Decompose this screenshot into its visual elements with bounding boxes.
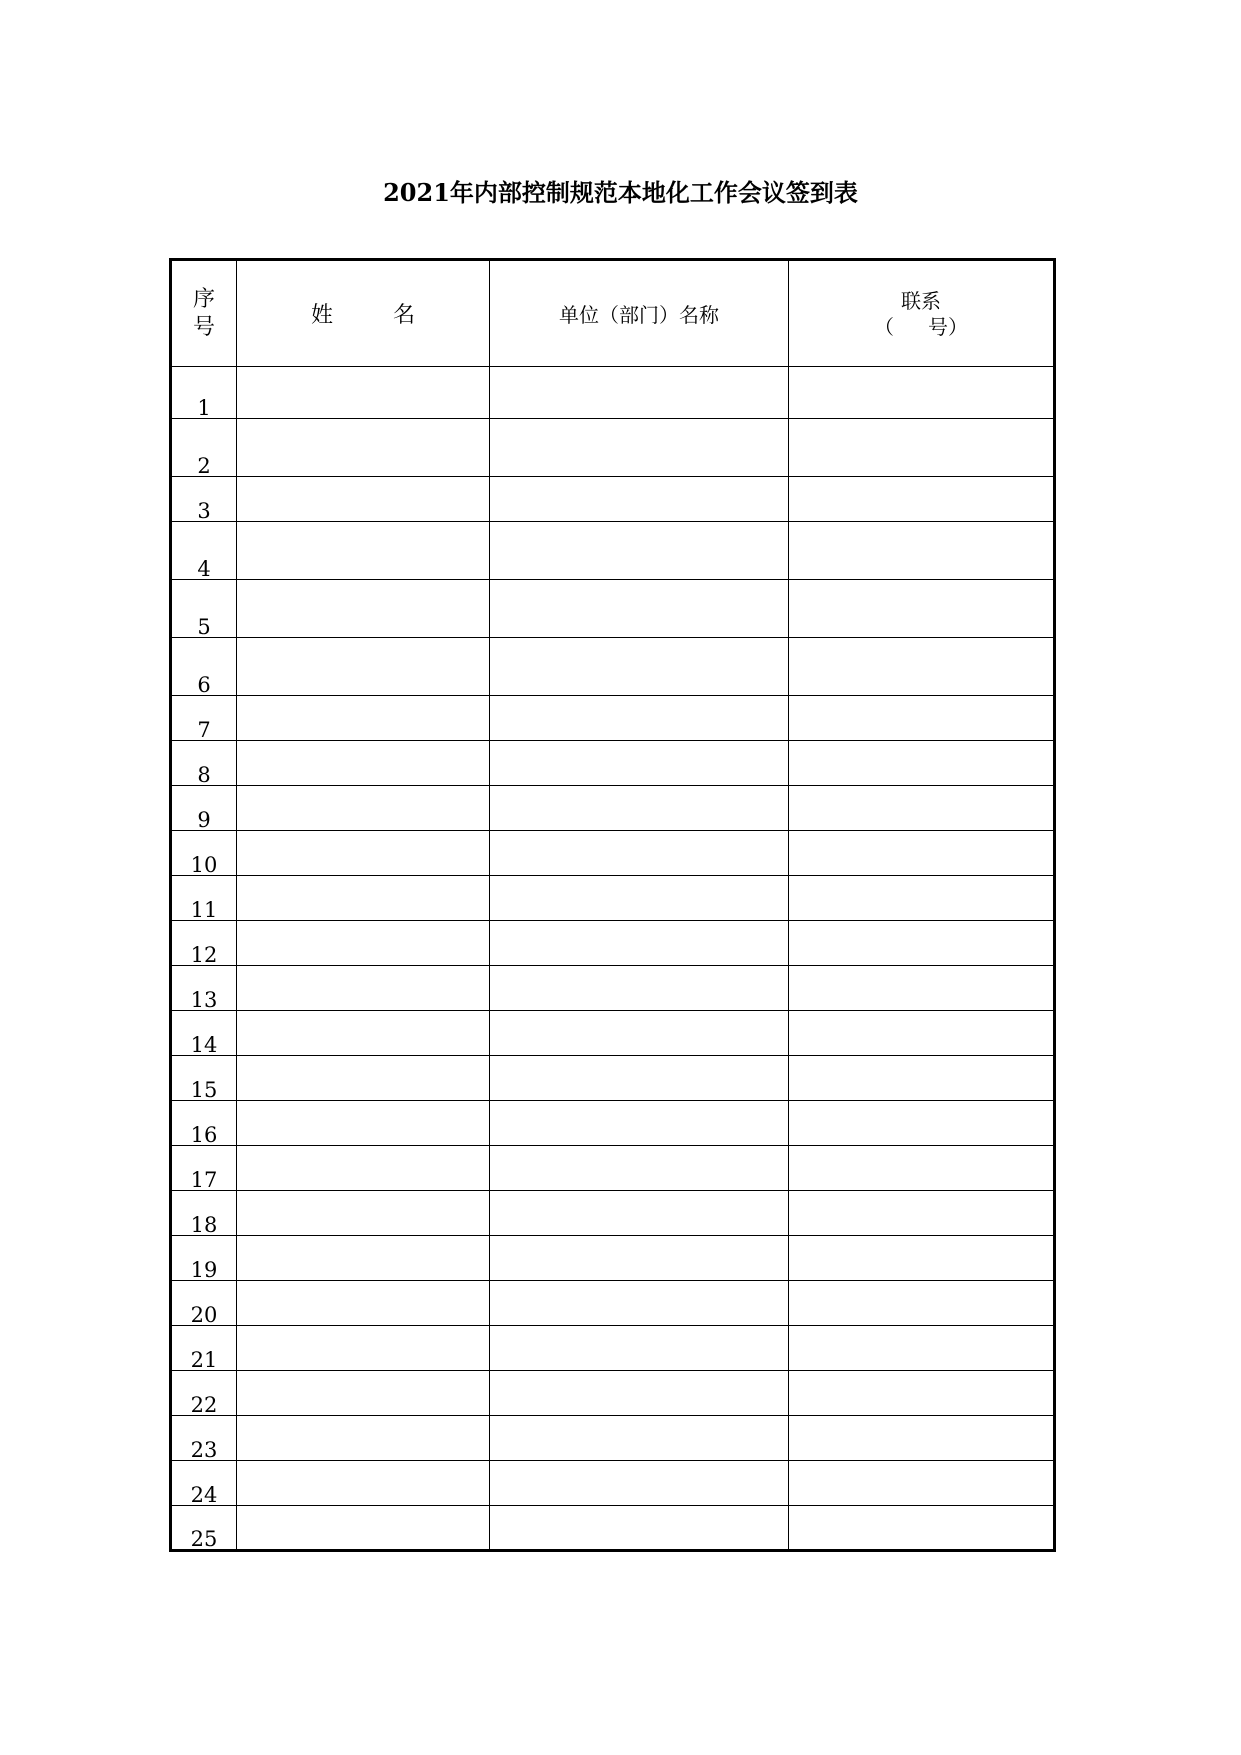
unit-cell[interactable] [490,966,789,1011]
unit-cell[interactable] [490,1011,789,1056]
table-row [171,1146,1055,1191]
phone-cell[interactable] [789,786,1055,831]
name-cell[interactable] [237,876,490,921]
row-seq-number: 3 [171,477,237,522]
table-row [171,1191,1055,1236]
phone-cell[interactable] [789,522,1055,580]
table-row [171,1011,1055,1056]
phone-cell[interactable] [789,1461,1055,1506]
header-phone-line1: 联系 [901,288,941,313]
phone-cell[interactable] [789,367,1055,419]
header-seq-line2: 号 [192,314,215,340]
row-seq-number: 4 [171,522,237,580]
header-phone-open: （ [874,314,894,339]
table-row [171,921,1055,966]
unit-cell[interactable] [490,1461,789,1506]
row-seq-number: 16 [171,1101,237,1146]
row-seq-number: 15 [171,1056,237,1101]
row-seq-number: 22 [171,1371,237,1416]
name-cell[interactable] [237,786,490,831]
name-cell[interactable] [237,1236,490,1281]
unit-cell[interactable] [490,1191,789,1236]
name-cell[interactable] [237,1326,490,1371]
phone-cell[interactable] [789,921,1055,966]
table-row [171,638,1055,696]
phone-cell[interactable] [789,1236,1055,1281]
phone-cell[interactable] [789,741,1055,786]
name-cell[interactable] [237,1371,490,1416]
row-seq-number: 20 [171,1281,237,1326]
name-cell[interactable] [237,367,490,419]
unit-cell[interactable] [490,419,789,477]
table-row [171,741,1055,786]
row-seq-number: 5 [171,580,237,638]
name-cell[interactable] [237,1191,490,1236]
header-name-part1: 姓 [310,303,333,328]
phone-cell[interactable] [789,1011,1055,1056]
sign-in-table [169,258,1056,1552]
name-cell[interactable] [237,1416,490,1461]
header-phone-char: 号） [928,314,968,339]
table-row [171,1461,1055,1506]
unit-cell[interactable] [490,1236,789,1281]
phone-cell[interactable] [789,1056,1055,1101]
row-seq-number: 9 [171,786,237,831]
header-phone [789,260,1055,367]
name-cell[interactable] [237,1461,490,1506]
unit-cell[interactable] [490,1416,789,1461]
table-row [171,1056,1055,1101]
unit-cell[interactable] [490,831,789,876]
unit-cell[interactable] [490,1371,789,1416]
table-row [171,1416,1055,1461]
name-cell[interactable] [237,966,490,1011]
phone-cell[interactable] [789,580,1055,638]
table-row [171,580,1055,638]
table-row [171,696,1055,741]
name-cell[interactable] [237,1011,490,1056]
table-row [171,1236,1055,1281]
row-seq-number: 6 [171,638,237,696]
row-seq-number: 21 [171,1326,237,1371]
table-row [171,786,1055,831]
name-cell[interactable] [237,741,490,786]
table-row [171,966,1055,1011]
unit-cell[interactable] [490,921,789,966]
phone-cell[interactable] [789,477,1055,522]
table-row [171,419,1055,477]
name-cell[interactable] [237,921,490,966]
row-seq-number: 7 [171,696,237,741]
table-row [171,876,1055,921]
phone-cell[interactable] [789,419,1055,477]
unit-cell[interactable] [490,638,789,696]
name-cell[interactable] [237,1101,490,1146]
unit-cell[interactable] [490,522,789,580]
phone-cell[interactable] [789,1191,1055,1236]
phone-cell[interactable] [789,831,1055,876]
row-seq-number: 17 [171,1146,237,1191]
phone-cell[interactable] [789,696,1055,741]
unit-cell[interactable] [490,1056,789,1101]
phone-cell[interactable] [789,1416,1055,1461]
name-cell[interactable] [237,1506,490,1551]
unit-cell[interactable] [490,477,789,522]
header-seq-line1: 序 [192,286,215,312]
unit-cell[interactable] [490,1146,789,1191]
name-cell[interactable] [237,1281,490,1326]
name-cell[interactable] [237,1056,490,1101]
row-seq-number: 18 [171,1191,237,1236]
phone-cell[interactable] [789,1506,1055,1551]
unit-cell[interactable] [490,786,789,831]
name-cell[interactable] [237,522,490,580]
name-cell[interactable] [237,696,490,741]
phone-cell[interactable] [789,876,1055,921]
header-unit: 单位（部门）名称 [490,260,789,367]
name-cell[interactable] [237,419,490,477]
row-seq-number: 1 [171,367,237,419]
row-seq-number: 11 [171,876,237,921]
unit-cell[interactable] [490,696,789,741]
header-row [171,260,1055,367]
header-name [237,260,490,367]
unit-cell[interactable] [490,1326,789,1371]
header-seq [171,260,237,367]
row-seq-number: 13 [171,966,237,1011]
header-name-part2: 名 [393,303,416,328]
row-seq-number: 19 [171,1236,237,1281]
table-row [171,1101,1055,1146]
row-seq-number: 2 [171,419,237,477]
name-cell[interactable] [237,580,490,638]
name-cell[interactable] [237,638,490,696]
row-seq-number: 8 [171,741,237,786]
unit-cell[interactable] [490,1281,789,1326]
phone-cell[interactable] [789,1146,1055,1191]
table-row [171,831,1055,876]
unit-cell[interactable] [490,1506,789,1551]
row-seq-number: 25 [171,1506,237,1551]
unit-cell[interactable] [490,580,789,638]
phone-cell[interactable] [789,1371,1055,1416]
table-row [171,477,1055,522]
row-seq-number: 12 [171,921,237,966]
table-row [171,1281,1055,1326]
page-title: 2021年内部控制规范本地化工作会议签到表 [383,178,858,207]
phone-cell[interactable] [789,1281,1055,1326]
table-row [171,522,1055,580]
unit-cell[interactable] [490,876,789,921]
row-seq-number: 10 [171,831,237,876]
row-seq-number: 23 [171,1416,237,1461]
row-seq-number: 14 [171,1011,237,1056]
name-cell[interactable] [237,1146,490,1191]
table-body [171,367,1055,1551]
table-row [171,1326,1055,1371]
table-row [171,1371,1055,1416]
phone-cell[interactable] [789,1101,1055,1146]
unit-cell[interactable] [490,741,789,786]
name-cell[interactable] [237,477,490,522]
phone-cell[interactable] [789,638,1055,696]
row-seq-number: 24 [171,1461,237,1506]
phone-cell[interactable] [789,1326,1055,1371]
phone-cell[interactable] [789,966,1055,1011]
unit-cell[interactable] [490,367,789,419]
table-row [171,367,1055,419]
name-cell[interactable] [237,831,490,876]
table-row [171,1506,1055,1551]
unit-cell[interactable] [490,1101,789,1146]
